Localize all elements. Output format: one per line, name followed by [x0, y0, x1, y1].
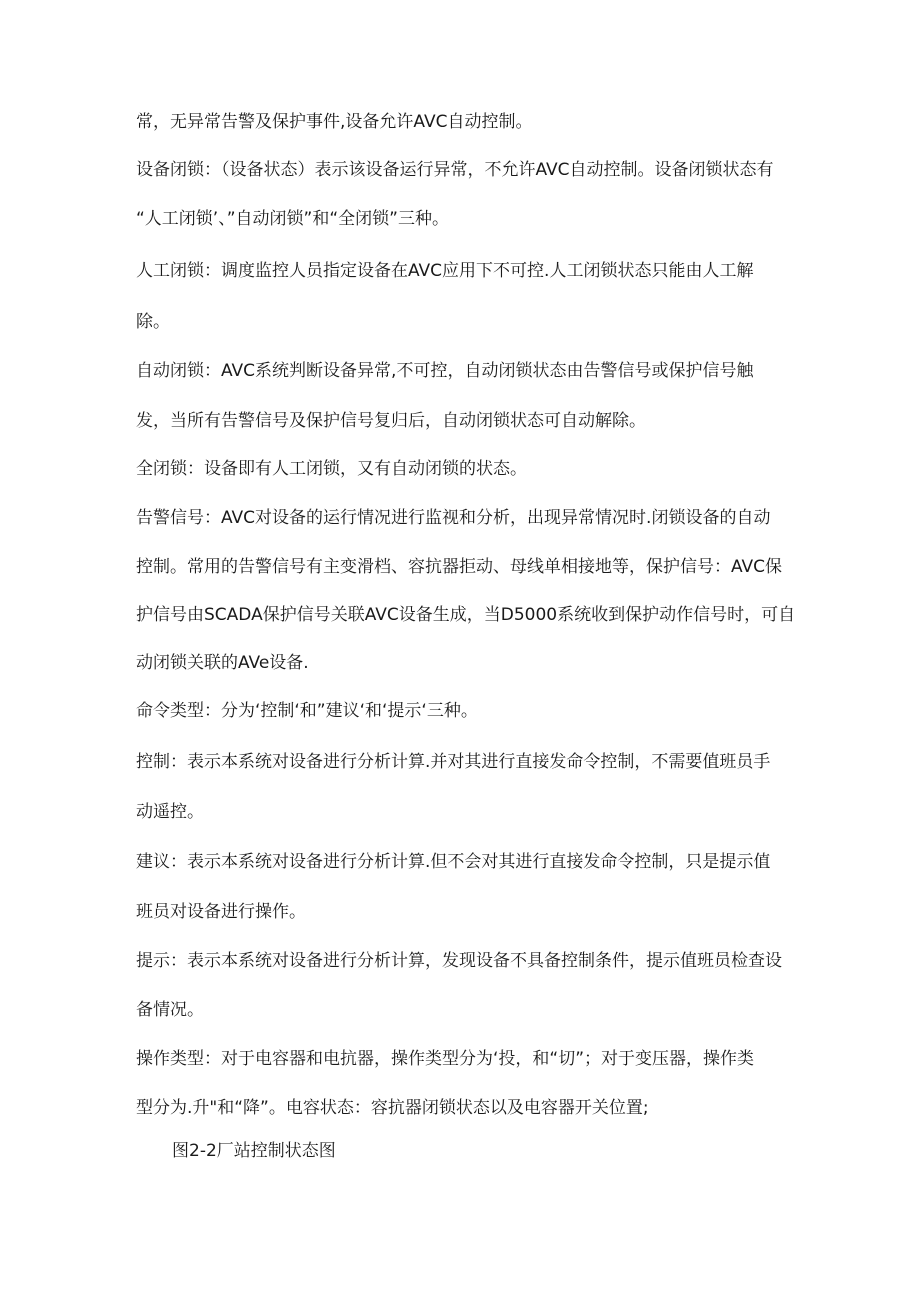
text-line: 命令类型：分为‘控制‘和”建议‘和‘提示‘三种。 [136, 701, 478, 721]
text-line: 班员对设备进行操作。 [136, 902, 306, 922]
text-line: 控制：表示本系统对设备进行分析计算.并对其进行直接发命令控制，不需要值班员手 [136, 752, 771, 772]
figure-caption: 图2-2厂站控制状态图 [172, 1141, 336, 1161]
text-line: 控制。常用的告警信号有主变滑档、容抗器拒动、母线单相接地等，保护信号：AVC保 [136, 557, 783, 577]
text-line: 型分为.升"和“降”。电容状态：容抗器闭锁状态以及电容器开关位置; [136, 1098, 649, 1118]
text-line: 人工闭锁：调度监控人员指定设备在AVC应用下不可控.人工闭锁状态只能由人工解 [136, 261, 754, 281]
text-line: 备情况。 [136, 1000, 204, 1020]
text-line: 动遥控。 [136, 802, 204, 822]
text-line: 护信号由SCADA保护信号关联AVC设备生成，当D5000系统收到保护动作信号时，可自 [136, 605, 796, 625]
text-line: “人工闭锁’、”自动闭锁”和“全闭锁”三种。 [136, 209, 449, 229]
text-line: 全闭锁：设备即有人工闭锁，又有自动闭锁的状态。 [136, 459, 527, 479]
text-line: 操作类型：对于电容器和电抗器，操作类型分为‘投，和“切”；对于变压器，操作类 [136, 1049, 755, 1069]
text-line: 提示：表示本系统对设备进行分析计算，发现设备不具备控制条件，提示值班员检查设 [136, 951, 782, 971]
text-line: 除。 [136, 312, 170, 332]
text-line: 动闭锁关联的AVe设备. [136, 653, 309, 673]
text-line: 常，无异常告警及保护事件,设备允许AVC自动控制。 [136, 112, 533, 132]
text-line: 发，当所有告警信号及保护信号复归后，自动闭锁状态可自动解除。 [136, 411, 646, 431]
text-line: 自动闭锁：AVC系统判断设备异常,不可控，自动闭锁状态由告警信号或保护信号触 [136, 361, 754, 381]
text-line: 建议：表示本系统对设备进行分析计算.但不会对其进行直接发命令控制，只是提示值 [136, 852, 771, 872]
text-line: 告警信号：AVC对设备的运行情况进行监视和分析，出现异常情况时.闭锁设备的自动 [136, 508, 771, 528]
text-line: 设备闭锁：（设备状态）表示该设备运行异常，不允许AVC自动控制。设备闭锁状态有 [136, 160, 774, 180]
